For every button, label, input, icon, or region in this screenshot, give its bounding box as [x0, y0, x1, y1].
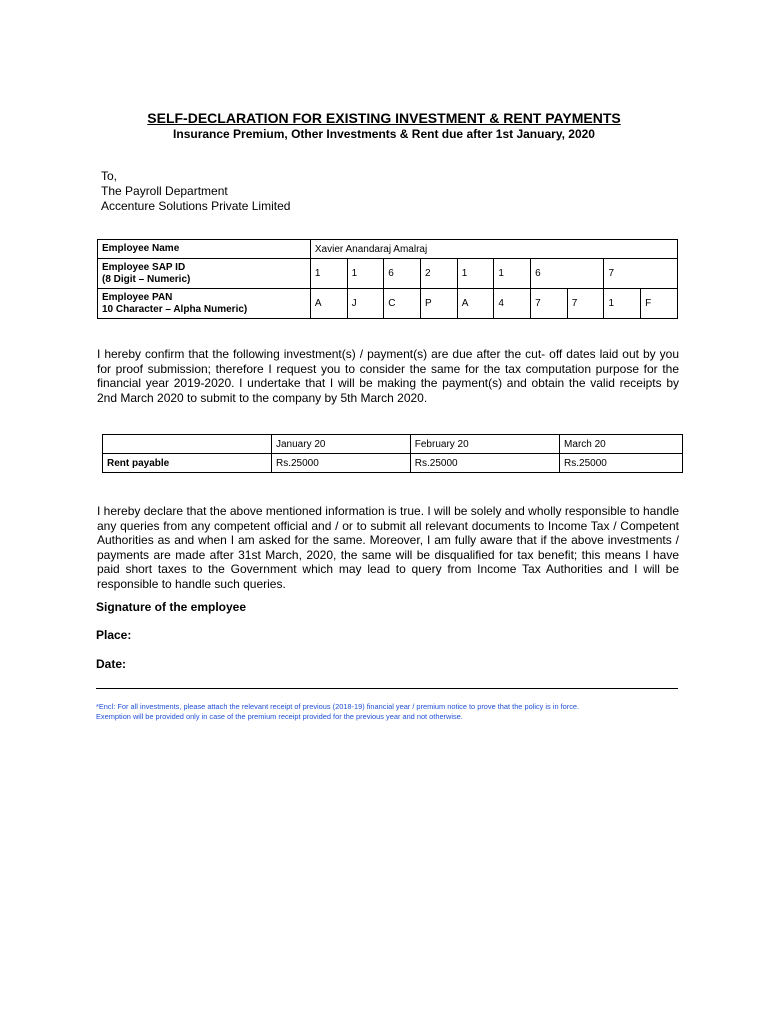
- document-title: SELF-DECLARATION FOR EXISTING INVESTMENT & RENT PAYMENTS: [147, 110, 621, 126]
- declaration-paragraph: I hereby declare that the above mentioned information is true. I will be solely and wholly responsible to handle any queries from any competent official and / or to submit all relevant documents to Income Tax / Competent Authorities as and when I am asked for the same. Moreover, I am fully aware that if the above investments / payments are made after 31st March, 2020, the same will be disqualified for tax benefit; this means I have paid short taxes to the Government which may lead to query from Income Tax Authorities and I will be responsible to handle such queries.: [97, 504, 679, 591]
- rent-amount-cell: Rs.25000: [560, 454, 683, 473]
- rent-header-empty-cell: [103, 435, 272, 454]
- sap-digit-cell: 1: [457, 259, 494, 289]
- employee-name-value: Xavier Anandaraj Amalraj: [310, 240, 677, 259]
- place-label: Place:: [96, 628, 132, 642]
- pan-char-cell: P: [421, 289, 458, 319]
- employee-sap-label: [98, 259, 311, 289]
- sap-digit-cell: 1: [347, 259, 384, 289]
- pan-char-cell: A: [310, 289, 347, 319]
- employee-sap-row: [98, 259, 678, 289]
- employee-pan-label-line-2: 10 Character – Alpha Numeric): [102, 303, 248, 315]
- rent-payments-table: [102, 434, 683, 473]
- footnote-line-1: *Encl: For all investments, please attach the relevant receipt of previous (2018-19) financial year / premium notice to prove that the policy is in force.: [96, 702, 580, 711]
- sap-digit-cell: 6: [531, 259, 604, 289]
- date-label: Date:: [96, 657, 127, 671]
- footnote-divider: [96, 688, 678, 689]
- employee-pan-row: [98, 289, 678, 319]
- pan-char-cell: 4: [494, 289, 531, 319]
- sap-digit-cell: 1: [494, 259, 531, 289]
- confirmation-paragraph: I hereby confirm that the following investment(s) / payment(s) are due after the cut- off dates laid out by you for proof submission; therefore I request you to consider the same for the tax computation purpose for the financial year 2019-2020. I undertake that I will be making the payment(s) and obtain the valid receipts by 2nd March 2020 to submit to the company by 5th March 2020.: [97, 347, 679, 405]
- signature-label: Signature of the employee: [96, 600, 247, 614]
- sap-digit-cell: 7: [604, 259, 678, 289]
- document-subtitle: Insurance Premium, Other Investments & Rent due after 1st January, 2020: [173, 127, 595, 141]
- sap-digit-cell: 6: [384, 259, 421, 289]
- rent-header-row: [103, 435, 683, 454]
- employee-pan-label-line-1: Employee PAN: [102, 291, 173, 303]
- rent-month-header: March 20: [560, 435, 683, 454]
- address-block: [101, 169, 290, 214]
- pan-char-cell: J: [347, 289, 384, 319]
- employee-name-label: Employee Name: [98, 240, 311, 259]
- employee-name-row: [98, 240, 678, 259]
- rent-amount-cell: Rs.25000: [410, 454, 559, 473]
- rent-month-header: January 20: [272, 435, 411, 454]
- pan-char-cell: 7: [567, 289, 604, 319]
- pan-char-cell: C: [384, 289, 421, 319]
- employee-sap-label-line-1: Employee SAP ID: [102, 261, 186, 273]
- sap-digit-cell: 2: [421, 259, 458, 289]
- pan-char-cell: F: [641, 289, 678, 319]
- enclosure-footnote: [96, 702, 696, 722]
- footnote-line-2: Exemption will be provided only in case of the premium receipt provided for the previous year and not otherwise.: [96, 712, 463, 721]
- sap-digit-cell: 1: [310, 259, 347, 289]
- address-to: To,: [101, 169, 118, 183]
- address-line-1: The Payroll Department: [101, 184, 228, 198]
- address-line-2: Accenture Solutions Private Limited: [101, 199, 291, 213]
- rent-payable-label: Rent payable: [103, 454, 272, 473]
- rent-amount-cell: Rs.25000: [272, 454, 411, 473]
- pan-char-cell: 1: [604, 289, 641, 319]
- employee-pan-label: [98, 289, 311, 319]
- employee-sap-label-line-2: (8 Digit – Numeric): [102, 273, 191, 285]
- pan-char-cell: A: [457, 289, 494, 319]
- rent-month-header: February 20: [410, 435, 559, 454]
- employee-details-table: [97, 239, 678, 319]
- rent-payable-row: [103, 454, 683, 473]
- pan-char-cell: 7: [531, 289, 568, 319]
